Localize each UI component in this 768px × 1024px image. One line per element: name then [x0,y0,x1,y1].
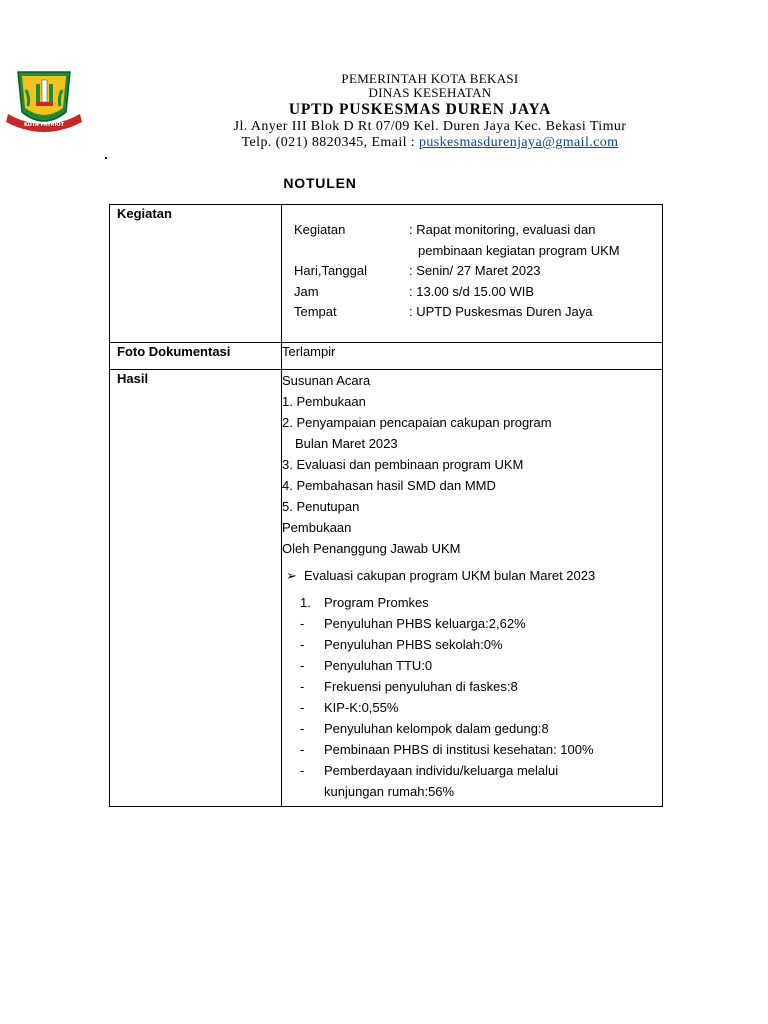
letterhead [160,72,700,151]
foto-value: Terlampir [282,343,663,370]
notulen-table [109,204,663,807]
document-title: NOTULEN [283,175,357,191]
hasil-label: Hasil [110,370,282,807]
stray-dot: . [104,146,108,162]
program-list [282,592,662,802]
kegiatan-label: Kegiatan [110,205,282,343]
hari-key: Hari,Tanggal [294,263,367,278]
dash-icon: - [300,637,305,652]
pembukaan-heading: Pembukaan [282,520,352,535]
kota-bekasi-logo [4,68,84,140]
letterhead-organization: UPTD PUSKESMAS DUREN JAYA [288,101,552,118]
program-item: Penyuluhan TTU:0 [324,658,433,673]
kegiatan-value-cont: pembinaan kegiatan program UKM [418,242,620,258]
hasil-cell [282,370,663,807]
kegiatan-key-empty [294,241,407,262]
dash-icon: - [300,658,305,673]
evaluasi-bullet [286,565,662,586]
dash-icon: - [300,742,305,757]
letterhead-government: PEMERINTAH KOTA BEKASI [341,71,519,86]
program-item-cont: kunjungan rumah:56% [324,784,455,799]
susunan-item: 3. Evaluasi dan pembinaan program UKM [282,457,524,472]
foto-label: Foto Dokumentasi [110,343,282,370]
letterhead-address: Jl. Anyer III Blok D Rt 07/09 Kel. Duren Jaya Kec. Bekasi Timur [233,119,627,134]
susunan-item: 2. Penyampaian pencapaian cakupan program [282,415,552,430]
dash-icon: - [300,700,305,715]
program-item: Pemberdayaan individu/keluarga melalui [324,763,559,778]
jam-key: Jam [294,283,319,299]
email-link[interactable]: puskesmasdurenjaya@gmail.com [419,135,619,150]
dash-icon: - [300,763,305,778]
susunan-item: 5. Penutupan [282,499,360,514]
tempat-value: : UPTD Puskesmas Duren Jaya [409,304,593,319]
oleh-text: Oleh Penanggung Jawab UKM [282,541,461,556]
dash-icon: - [300,679,305,694]
phone-text: Telp. (021) 8820345, Email : [241,135,419,150]
dash-icon: - [300,721,305,736]
susunan-item: 4. Pembahasan hasil SMD dan MMD [282,478,496,493]
program-item: Penyuluhan PHBS keluarga:2,62% [324,616,526,631]
program-item: KIP-K:0,55% [324,700,399,715]
arrow-bullet-icon: ➢ [286,568,297,583]
kegiatan-key: Kegiatan [294,222,346,237]
program-item: Pembinaan PHBS di institusi kesehatan: 100% [324,742,594,757]
tempat-key: Tempat [294,304,337,319]
letterhead-department: DINAS KESEHATAN [368,85,492,100]
kegiatan-cell [282,205,663,343]
evaluasi-text: Evaluasi cakupan program UKM bulan Maret 2023 [304,568,596,583]
susunan-item-cont: Bulan Maret 2023 [295,436,398,451]
jam-value: : 13.00 s/d 15.00 WIB [409,283,535,299]
program-item: Penyuluhan PHBS sekolah:0% [324,637,503,652]
program-number: 1. [300,595,311,610]
program-title: Program Promkes [324,595,429,610]
program-item: Frekuensi penyuluhan di faskes:8 [324,679,518,694]
logo-text: KOTA PATRIOT [23,122,65,128]
susunan-item: 1. Pembukaan [282,394,366,409]
susunan-title: Susunan Acara [282,373,371,388]
kegiatan-value: : Rapat monitoring, evaluasi dan [409,222,596,237]
hari-value: : Senin/ 27 Maret 2023 [409,263,541,278]
letterhead-contact [160,135,700,151]
program-item: Penyuluhan kelompok dalam gedung:8 [324,721,549,736]
dash-icon: - [300,616,305,631]
